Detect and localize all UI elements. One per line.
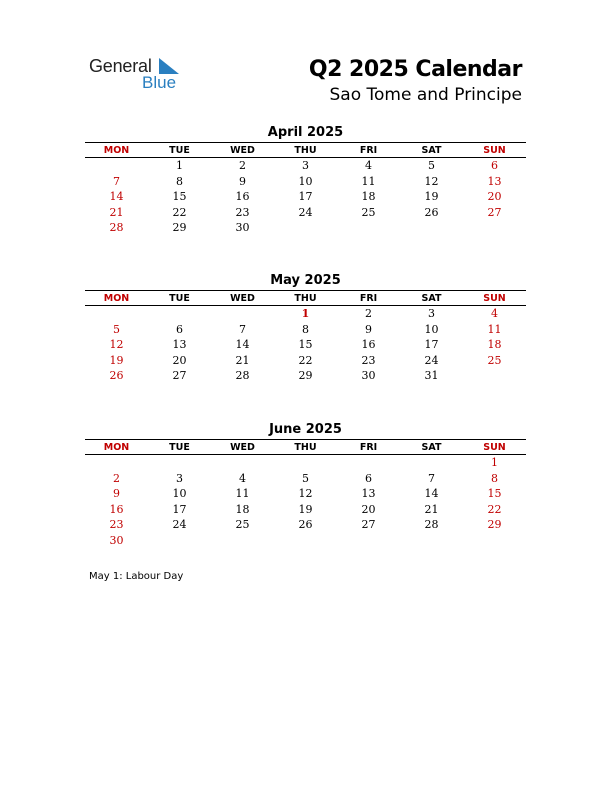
weekday-label: FRI — [359, 442, 378, 453]
day-cell: 18 — [361, 190, 376, 204]
weekday-label: TUE — [169, 145, 190, 156]
day-cell: 27 — [172, 369, 187, 383]
logo-flag-icon — [159, 58, 179, 74]
day-cell: 18 — [235, 502, 250, 516]
day-cell: 15 — [298, 338, 313, 352]
day-cell — [463, 533, 526, 549]
day-cell: 14 — [109, 190, 124, 204]
day-cell: 14 — [235, 338, 250, 352]
day-cell: 27 — [487, 205, 502, 219]
weekday-label: SUN — [483, 145, 506, 156]
day-cell: 22 — [298, 353, 313, 367]
weekday-label: WED — [230, 145, 255, 156]
day-cell: 4 — [239, 471, 246, 485]
day-cell: 16 — [361, 338, 376, 352]
day-cell: 3 — [176, 471, 183, 485]
week-row — [85, 306, 526, 322]
day-cell: 21 — [424, 502, 439, 516]
day-cell: 26 — [109, 369, 124, 383]
day-cell — [211, 306, 274, 322]
day-cell: 20 — [487, 190, 502, 204]
day-cell — [274, 455, 337, 471]
day-cell: 28 — [235, 369, 250, 383]
day-cell: 13 — [361, 487, 376, 501]
day-cell: 9 — [239, 174, 246, 188]
weekday-label: MON — [103, 442, 130, 453]
day-cell: 27 — [361, 518, 376, 532]
day-cell: 5 — [113, 322, 120, 336]
day-cell: 20 — [361, 502, 376, 516]
holiday-notes — [89, 571, 183, 582]
day-cell: 17 — [172, 502, 187, 516]
week-row — [85, 158, 526, 174]
day-cell: 8 — [302, 322, 309, 336]
week-row — [85, 368, 526, 384]
day-cell: 2 — [239, 159, 246, 172]
day-cell — [463, 220, 526, 236]
week-row — [85, 455, 526, 471]
day-cell — [274, 533, 337, 549]
month-block — [85, 124, 526, 236]
day-cell: 2 — [365, 307, 372, 320]
page-subtitle: Sao Tome and Principe — [329, 85, 522, 105]
week-row — [85, 533, 526, 549]
day-cell: 21 — [235, 353, 250, 367]
month-block — [85, 421, 526, 549]
day-cell — [211, 455, 274, 471]
day-cell: 29 — [487, 518, 502, 532]
day-cell: 29 — [172, 221, 187, 235]
day-cell — [337, 220, 400, 236]
month-title: June 2025 — [269, 422, 342, 437]
day-cell — [148, 455, 211, 471]
day-cell: 25 — [361, 205, 376, 219]
day-cell: 28 — [109, 221, 124, 235]
holiday-day-cell: 1 — [301, 307, 310, 320]
week-row — [85, 486, 526, 502]
day-cell — [85, 158, 148, 174]
weekday-label: SAT — [421, 293, 442, 304]
day-cell: 6 — [365, 471, 372, 485]
day-cell: 7 — [113, 174, 120, 188]
weekday-label: SAT — [421, 442, 442, 453]
day-cell: 4 — [491, 307, 498, 320]
week-row — [85, 517, 526, 533]
day-cell: 30 — [235, 221, 250, 235]
weekday-label: SAT — [421, 145, 442, 156]
day-cell: 29 — [298, 369, 313, 383]
day-cell: 24 — [424, 353, 439, 367]
day-cell: 19 — [424, 190, 439, 204]
day-cell: 24 — [298, 205, 313, 219]
month-block — [85, 272, 526, 384]
day-cell: 2 — [113, 471, 120, 485]
day-cell: 30 — [109, 533, 124, 547]
day-cell: 21 — [109, 205, 124, 219]
day-cell — [337, 455, 400, 471]
day-cell: 4 — [365, 159, 372, 172]
weekday-label: WED — [230, 293, 255, 304]
day-cell: 11 — [487, 322, 502, 336]
day-cell: 23 — [109, 518, 124, 532]
logo-word-general: General — [89, 56, 152, 76]
day-cell — [85, 455, 148, 471]
day-cell: 10 — [298, 174, 313, 188]
weekday-label: FRI — [359, 145, 378, 156]
day-cell: 1 — [176, 159, 183, 172]
weekday-label: FRI — [359, 293, 378, 304]
day-cell: 19 — [109, 353, 124, 367]
day-cell: 10 — [424, 322, 439, 336]
day-cell: 18 — [487, 338, 502, 352]
day-cell — [337, 533, 400, 549]
day-cell: 3 — [428, 307, 435, 320]
day-cell — [400, 533, 463, 549]
week-row — [85, 220, 526, 236]
day-cell: 23 — [361, 353, 376, 367]
week-row — [85, 205, 526, 221]
weekday-label: WED — [230, 442, 255, 453]
generalblue-logo — [89, 56, 189, 96]
day-cell: 14 — [424, 487, 439, 501]
day-cell: 8 — [491, 471, 498, 485]
day-cell: 7 — [428, 471, 435, 485]
day-cell: 10 — [172, 487, 187, 501]
day-cell: 31 — [424, 369, 439, 383]
week-row — [85, 174, 526, 190]
month-title: May 2025 — [270, 273, 341, 288]
day-cell: 15 — [172, 190, 187, 204]
day-cell: 11 — [235, 487, 250, 501]
day-cell: 22 — [487, 502, 502, 516]
day-cell — [148, 533, 211, 549]
day-cell: 28 — [424, 518, 439, 532]
weekday-label: MON — [103, 293, 130, 304]
day-cell: 17 — [298, 190, 313, 204]
week-row — [85, 322, 526, 338]
day-cell: 26 — [298, 518, 313, 532]
weekday-label: TUE — [169, 442, 190, 453]
week-row — [85, 337, 526, 353]
day-cell — [400, 455, 463, 471]
day-cell: 9 — [113, 487, 120, 501]
week-row — [85, 471, 526, 487]
day-cell: 6 — [491, 159, 498, 172]
weekday-label: THU — [294, 293, 317, 304]
day-cell — [400, 220, 463, 236]
day-cell: 22 — [172, 205, 187, 219]
weekday-header — [85, 290, 526, 306]
week-row — [85, 502, 526, 518]
day-cell: 6 — [176, 322, 183, 336]
day-cell: 16 — [109, 502, 124, 516]
day-cell: 12 — [109, 338, 124, 352]
day-cell — [211, 533, 274, 549]
day-cell: 20 — [172, 353, 187, 367]
day-cell — [274, 220, 337, 236]
day-cell: 17 — [424, 338, 439, 352]
month-title: April 2025 — [267, 125, 344, 140]
day-cell: 8 — [176, 174, 183, 188]
day-cell: 11 — [361, 174, 376, 188]
weekday-header — [85, 439, 526, 455]
day-cell: 16 — [235, 190, 250, 204]
weekday-label: TUE — [169, 293, 190, 304]
day-cell: 9 — [365, 322, 372, 336]
day-cell: 5 — [428, 159, 435, 172]
day-cell: 13 — [172, 338, 187, 352]
day-cell: 7 — [239, 322, 246, 336]
weekday-label: THU — [294, 145, 317, 156]
holiday-note: May 1: Labour Day — [89, 571, 184, 582]
day-cell: 5 — [302, 471, 309, 485]
day-cell: 24 — [172, 518, 187, 532]
weekday-label: SUN — [483, 293, 506, 304]
day-cell — [148, 306, 211, 322]
weekday-header — [85, 142, 526, 158]
day-cell: 26 — [424, 205, 439, 219]
day-cell: 3 — [302, 159, 309, 172]
day-cell: 30 — [361, 369, 376, 383]
day-cell: 25 — [235, 518, 250, 532]
day-cell — [463, 368, 526, 384]
day-cell: 13 — [487, 174, 502, 188]
logo-word-blue: Blue — [142, 73, 177, 92]
week-row — [85, 353, 526, 369]
week-row — [85, 189, 526, 205]
page-title: Q2 2025 Calendar — [308, 57, 522, 82]
day-cell: 15 — [487, 487, 502, 501]
day-cell: 12 — [424, 174, 439, 188]
day-cell: 23 — [235, 205, 250, 219]
day-cell: 1 — [491, 456, 498, 469]
weekday-label: SUN — [483, 442, 506, 453]
weekday-label: MON — [103, 145, 130, 156]
weekday-label: THU — [294, 442, 317, 453]
day-cell: 25 — [487, 353, 502, 367]
day-cell: 12 — [298, 487, 313, 501]
day-cell — [85, 306, 148, 322]
day-cell: 19 — [298, 502, 313, 516]
